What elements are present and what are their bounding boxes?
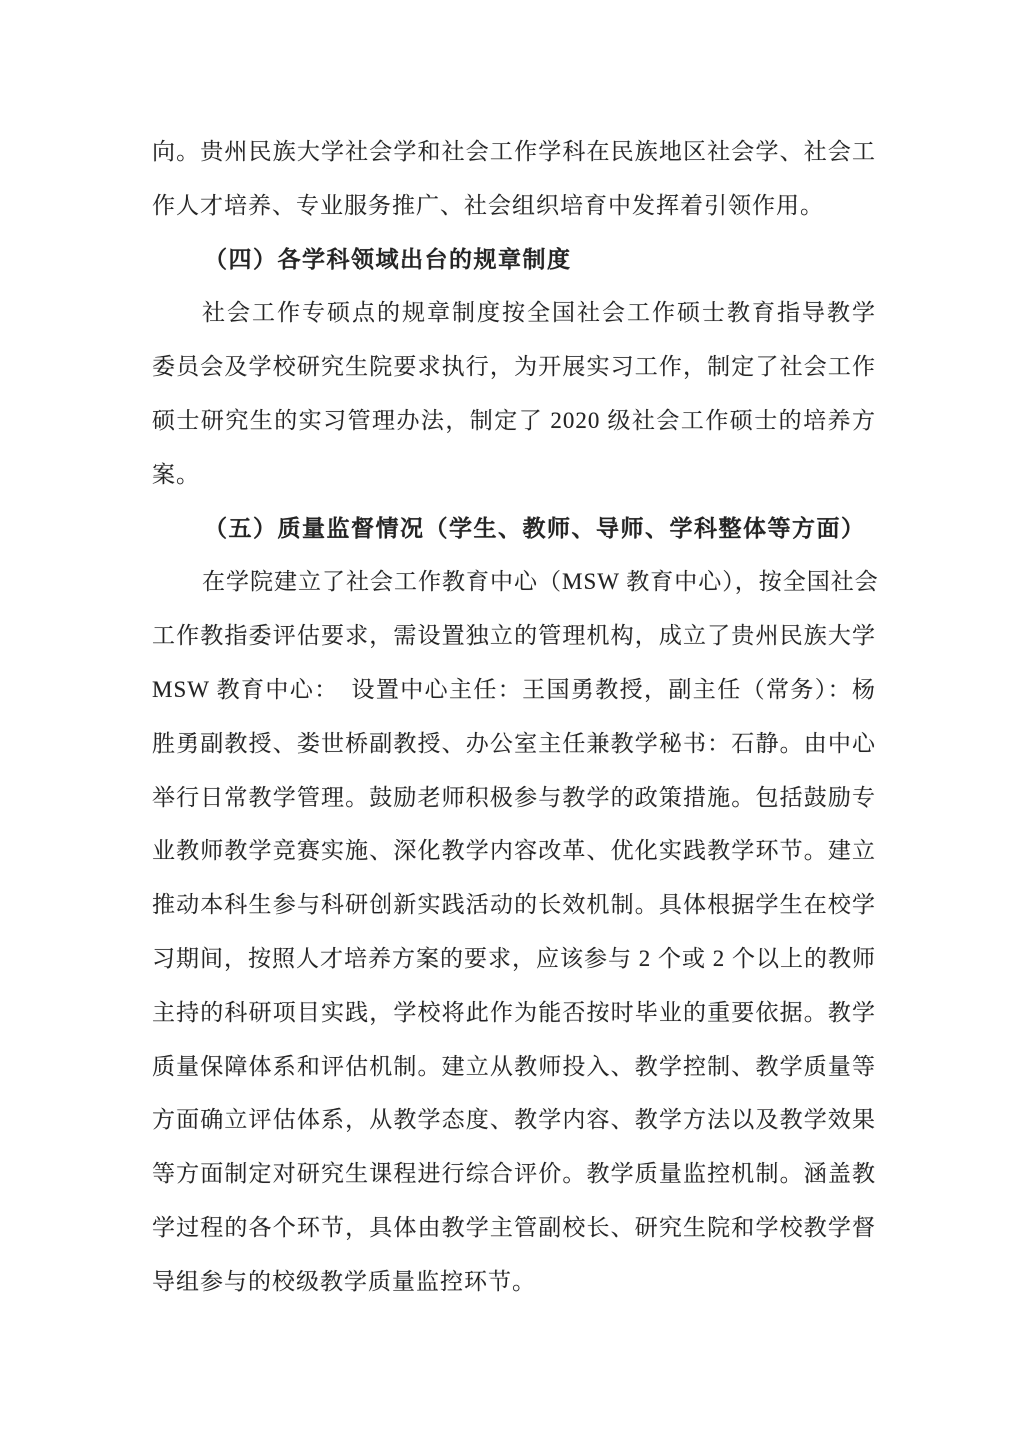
document-line: 社会工作专硕点的规章制度按全国社会工作硕士教育指导教学 [202, 300, 876, 326]
section-heading-5: （五）质量监督情况（学生、教师、导师、学科整体等方面） [204, 515, 866, 541]
document-line: 导组参与的校级教学质量监控环节。 [152, 1268, 536, 1294]
document-line: 学过程的各个环节，具体由教学主管副校长、研究生院和学校教学督 [152, 1214, 876, 1240]
document-line: 在学院建立了社会工作教育中心（MSW 教育中心），按全国社会 [202, 569, 879, 595]
document-line: 举行日常教学管理。鼓励老师积极参与教学的政策措施。包括鼓励专 [152, 784, 876, 810]
document-line: 向。贵州民族大学社会学和社会工作学科在民族地区社会学、社会工 [152, 139, 876, 164]
document-line: 质量保障体系和评估机制。建立从教师投入、教学控制、教学质量等 [152, 1053, 876, 1079]
document-line: 推动本科生参与科研创新实践活动的长效机制。具体根据学生在校学 [152, 892, 876, 918]
document-line: 工作教指委评估要求，需设置独立的管理机构，成立了贵州民族大学 [152, 623, 876, 649]
section-heading-4: （四）各学科领域出台的规章制度 [204, 246, 572, 272]
document-line: 作人才培养、专业服务推广、社会组织培育中发挥着引领作用。 [152, 192, 824, 218]
document-line: 业教师教学竞赛实施、深化教学内容改革、优化实践教学环节。建立 [152, 838, 876, 864]
document-line: 主持的科研项目实践，学校将此作为能否按时毕业的重要依据。教学 [152, 999, 876, 1025]
document-line: 习期间，按照人才培养方案的要求，应该参与 2 个或 2 个以上的教师 [152, 945, 876, 971]
document-line: 胜勇副教授、娄世桥副教授、办公室主任兼教学秘书：石静。由中心 [152, 730, 876, 756]
document-line: 方面确立评估体系，从教学态度、教学内容、教学方法以及教学效果 [152, 1107, 876, 1133]
document-line: 委员会及学校研究生院要求执行，为开展实习工作，制定了社会工作 [152, 354, 876, 380]
document-line: 硕士研究生的实习管理办法，制定了 2020 级社会工作硕士的培养方 [152, 407, 876, 433]
document-line: MSW 教育中心： 设置中心主任：王国勇教授，副主任（常务）：杨 [152, 676, 876, 702]
document-line: 案。 [152, 461, 200, 487]
document-line: 等方面制定对研究生课程进行综合评价。教学质量监控机制。涵盖教 [152, 1161, 876, 1187]
